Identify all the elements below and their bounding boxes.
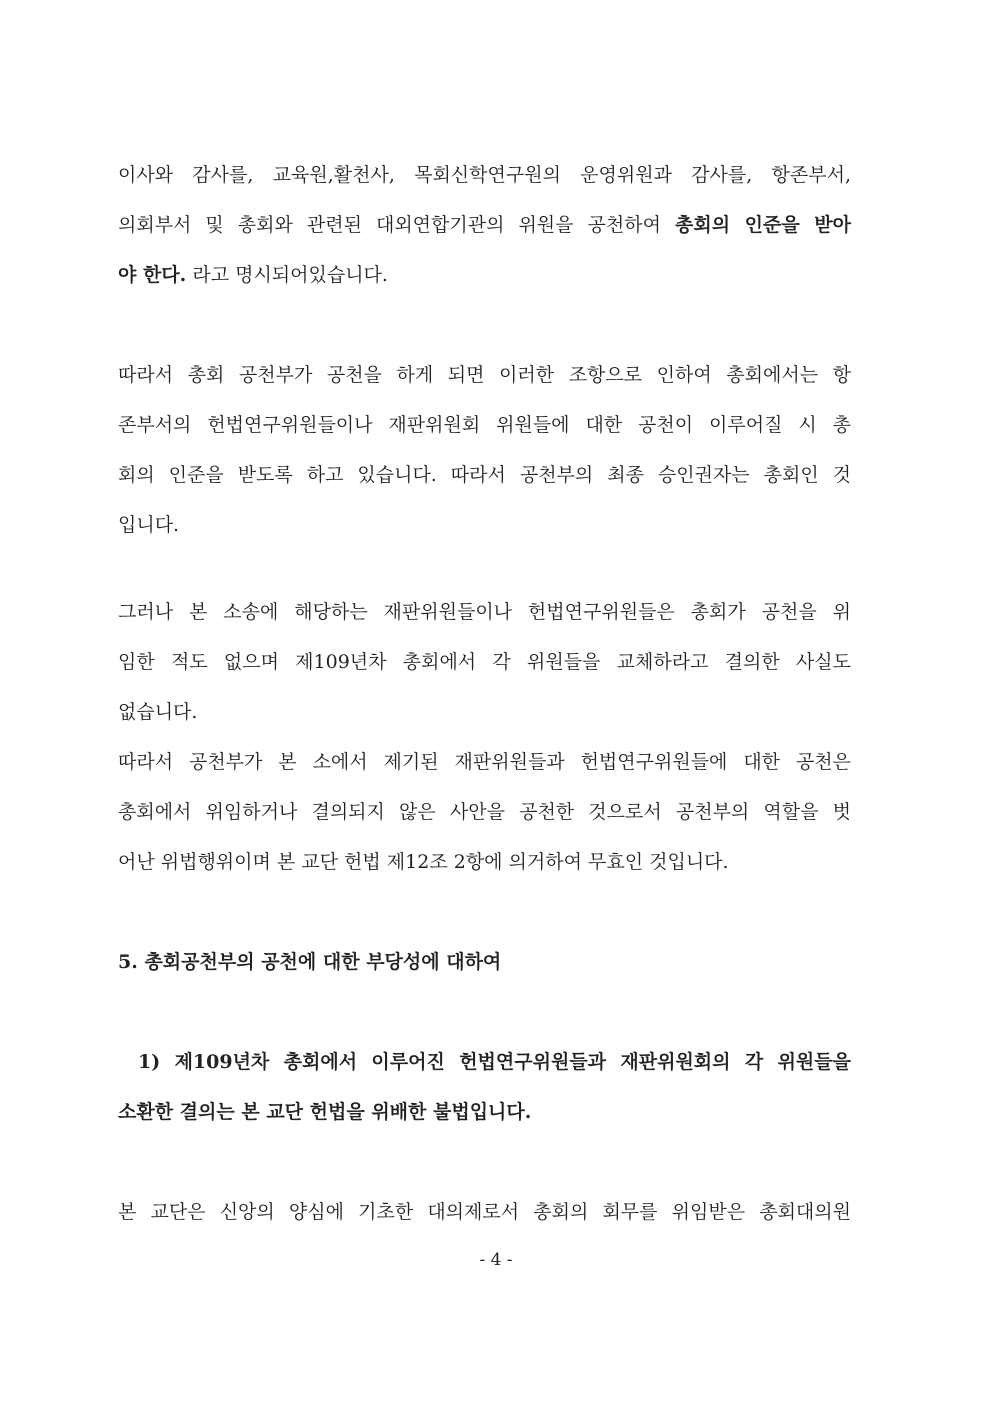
subsection-title-line-1: 1) 제109년차 총회에서 이루어진 헌법연구위원들과 재판위원회의 각 위원들을 [138, 1051, 851, 1073]
paragraph-2-line-3: 회의 인준을 받도록 하고 있습니다. 따라서 공천부의 최종 승인권자는 총회인 것 [118, 464, 851, 486]
paragraph-4-line-1: 따라서 공천부가 본 소에서 제기된 재판위원들과 헌법연구위원들에 대한 공천은 [118, 751, 851, 773]
paragraph-2-line-2: 존부서의 헌법연구위원들이나 재판위원회 위원들에 대한 공천이 이루어질 시 총 [118, 414, 851, 436]
subsection-title-line-2: 소환한 결의는 본 교단 헌법을 위배한 불법입니다. [118, 1101, 532, 1123]
paragraph-1-line-1: 이사와 감사를, 교육원,활천사, 목회신학연구원의 운영위원과 감사를, 항존부서, [118, 164, 851, 186]
paragraph-3-line-1: 그러나 본 소송에 해당하는 재판위원들이나 헌법연구위원들은 총회가 공천을 위 [118, 601, 851, 623]
section-heading: 5. 총회공천부의 공천에 대한 부당성에 대하여 [118, 951, 502, 973]
paragraph-4-line-2: 총회에서 위임하거나 결의되지 않은 사안을 공천한 것으로서 공천부의 역할을 벗 [118, 801, 851, 823]
paragraph-1-line-3 [118, 260, 851, 290]
paragraph-1-line-3-bold: 야 한다. [118, 264, 187, 286]
paragraph-3-line-3: 없습니다. [118, 701, 198, 723]
paragraph-3-line-2: 임한 적도 없으며 제109년차 총회에서 각 위원들을 교체하라고 결의한 사실도 [118, 651, 851, 673]
paragraph-4-line-3: 어난 위법행위이며 본 교단 헌법 제12조 2항에 의거하여 무효인 것입니다. [118, 851, 729, 873]
paragraph-1-line-3-text: 라고 명시되어있습니다. [186, 264, 388, 286]
paragraph-1-line-2-text: 의회부서 및 총회와 관련된 대외연합기관의 위원을 공천하여 [118, 214, 675, 236]
paragraph-1-line-2-bold: 총회의 인준을 받아 [674, 214, 852, 236]
paragraph-2-line-1: 따라서 총회 공천부가 공천을 하게 되면 이러한 조항으로 인하여 총회에서는 항 [118, 364, 851, 386]
page-number: - 4 - [479, 1250, 513, 1270]
paragraph-1-line-2 [118, 210, 851, 240]
paragraph-2-line-4: 입니다. [118, 514, 180, 536]
paragraph-5-line-1: 본 교단은 신앙의 양심에 기초한 대의제로서 총회의 회무를 위임받은 총회대의원 [118, 1201, 851, 1223]
